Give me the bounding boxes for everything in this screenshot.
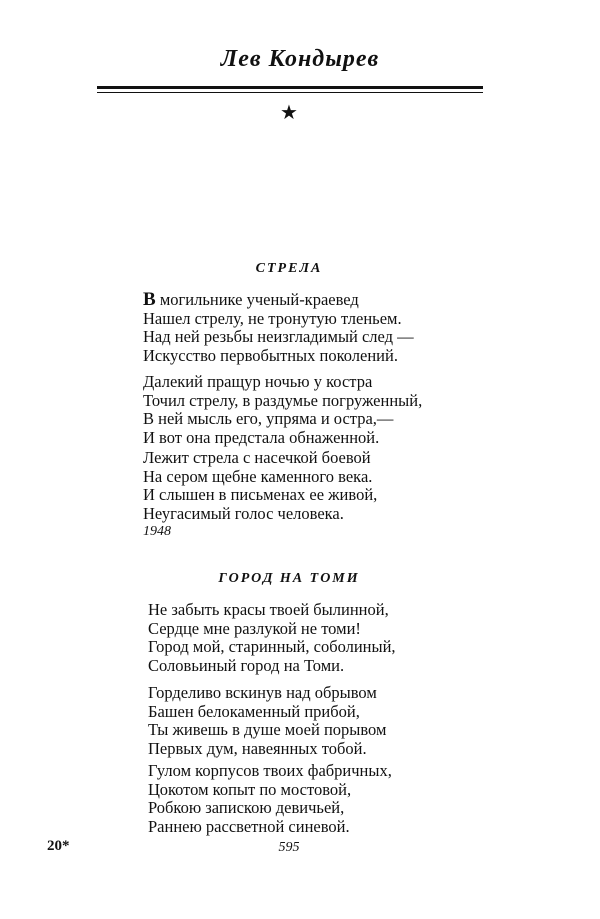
stanza [148,684,386,759]
verse-line: Робкою запискою девичьей, [148,798,345,818]
star-ornament-icon: ★ [280,102,298,124]
header-rule-thick [97,86,483,89]
verse-line: Неугасимый голос человека. [143,504,344,524]
author-name: Лев Кондырев [220,46,380,72]
stanza [143,449,377,524]
verse-line: Не забыть красы твоей былинной, [148,600,389,619]
verse-line: Раннею рассветной синевой. [148,817,350,837]
page-number: 595 [278,840,300,855]
verse-line: На сером щебне каменного века. [143,466,373,486]
verse-line: И слышен в письменах ее живой, [143,485,378,505]
stanza [143,373,422,448]
stanza [148,601,396,676]
verse-line: Сердце мне разлукой не томи! [148,618,361,638]
verse-line: Точил стрелу, в раздумье погруженный, [143,390,423,410]
verse-line: Над ней резьбы неизгладимый след — [143,327,414,347]
verse-line: Цокотом копыт по мостовой, [148,779,352,799]
verse-line: Лежит стрела с насечкой боевой [143,448,371,467]
verse-line: В ней мысль его, упряма и остра,— [143,409,394,429]
drop-cap: В [143,289,156,310]
verse-line: Ты живешь в душе моей порывом [148,720,387,740]
verse-line: Соловьиный город на Томи. [148,656,345,676]
stanza [143,291,414,366]
verse-line: И вот она предстала обнаженной. [143,428,380,448]
signature-mark: 20* [47,838,70,854]
poem-title: ГОРОД НА ТОМИ [218,571,360,586]
verse-line: Первых дум, навеянных тобой. [148,739,367,759]
verse-line: Искусство первобытных поколений. [143,346,398,366]
stanza [148,762,392,837]
poem-year: 1948 [143,524,171,539]
verse-line: Далекий пращур ночью у костра [143,372,373,391]
verse-line: В могильнике ученый-краевед [143,289,359,310]
verse-line: Гулом корпусов твоих фабричных, [148,761,392,780]
verse-line: Город мой, старинный, соболиный, [148,637,396,657]
verse-line: Нашел стрелу, не тронутую тленьем. [143,308,402,328]
verse-line: Башен белокаменный прибой, [148,701,360,721]
header-rule-thin [97,92,483,93]
poem-title: СТРЕЛА [255,261,323,276]
verse-line: Горделиво вскинув над обрывом [148,683,377,702]
